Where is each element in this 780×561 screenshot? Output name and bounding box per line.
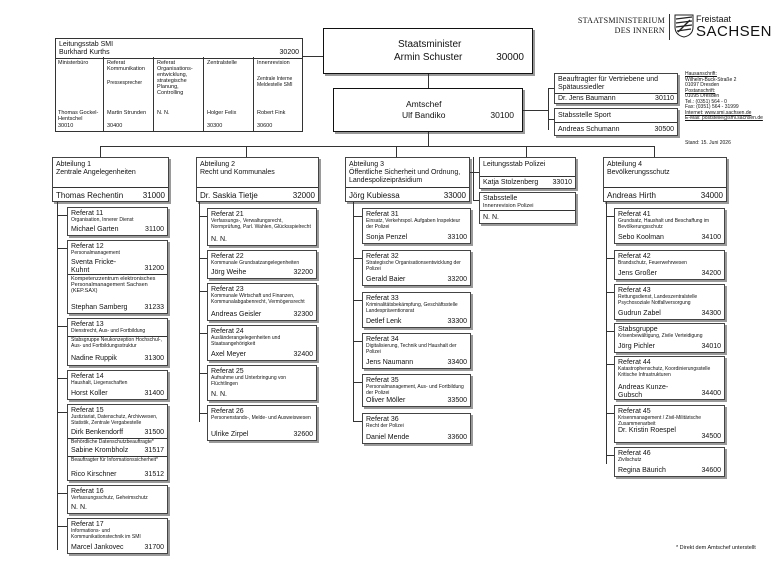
- referat-name: Ulrike Zirpel: [211, 431, 249, 438]
- referat-title: Referat 15: [71, 407, 104, 414]
- leitungsstab-code: 30200: [279, 49, 299, 56]
- referat-box: [67, 370, 168, 400]
- connector: [303, 56, 323, 57]
- connector: [57, 526, 67, 527]
- referat-box: [362, 333, 471, 369]
- connector: [199, 413, 207, 414]
- referat-box: [614, 447, 725, 477]
- beauftragter-code: 30110: [655, 95, 674, 102]
- connector: [199, 202, 200, 422]
- connector: [199, 333, 207, 334]
- referat-sub: Krisenbewältigung, Zivile Verteidigung: [618, 333, 703, 339]
- connector: [57, 493, 67, 494]
- connector: [548, 88, 549, 130]
- referat-box: [362, 250, 471, 286]
- referat-name: Gerald Baier: [366, 276, 406, 283]
- referat-box: [614, 323, 725, 353]
- referat-box: [207, 325, 317, 361]
- referat-title: Referat 26: [211, 408, 244, 415]
- connector: [396, 146, 397, 157]
- connector: [57, 248, 67, 249]
- abteilung-sub: Öffentliche Sicherheit und Ordnung, Landespolizeipräsidium: [349, 169, 461, 184]
- col-head: Zentralstelle: [207, 60, 237, 66]
- abteilung-title: Abteilung 4: [607, 161, 643, 168]
- referat-sub: Zivilschutz: [618, 457, 642, 463]
- connector: [199, 216, 207, 217]
- divider: [197, 187, 318, 188]
- status-date: Stand: 15. Juni 2026: [685, 140, 731, 146]
- referat-code: 34010: [701, 343, 721, 350]
- sir-sub: Innenrevision Polizei: [483, 203, 534, 209]
- saxony-coat-of-arms-icon: [674, 14, 694, 38]
- col-code: 30600: [257, 123, 273, 129]
- referat-sub: Personenstands-, Melde- und Ausweiswesen: [211, 415, 311, 421]
- beauftragter-name: Dr. Jens Baumann: [558, 95, 616, 102]
- referat-name: Dr. Kristin Roespel: [618, 427, 676, 434]
- connector: [246, 146, 247, 157]
- ministry-name: [570, 16, 665, 36]
- referat-sub: Aufnahme und Unterbringung von Flüchtlingen: [211, 375, 287, 387]
- referat-extra-sub: Behördliche Datenschutzbeauftragte*: [71, 439, 154, 445]
- referat-box: [67, 518, 168, 554]
- address-post-heading: Postanschrift:: [685, 87, 716, 94]
- divider: [68, 274, 167, 275]
- referat-box: [67, 485, 168, 514]
- address-block: [685, 72, 777, 122]
- address-internet[interactable]: Internet: www.smi.sachsen.de: [685, 109, 752, 116]
- abteilung-box: [52, 157, 169, 202]
- referat-sub: Kommunale Wirtschaft und Finanzen, Kommunalabgabenrecht, Vermögensrecht: [211, 293, 305, 305]
- referat-code: 34600: [701, 467, 721, 474]
- referat-code: 31400: [144, 390, 164, 397]
- divider: [53, 187, 168, 188]
- referat-code: 32400: [293, 351, 313, 358]
- col-name: Thomas Gockel-Hentschel: [58, 110, 99, 122]
- referat-title: Referat 11: [71, 210, 104, 217]
- address-city: 01097 Dresden: [685, 82, 720, 88]
- referat-box: [207, 365, 317, 401]
- col-sub: Pressesprecher: [107, 80, 143, 86]
- referat-sub: Dienstrecht, Aus- und Fortbildung: [71, 328, 146, 334]
- brand-divider: [669, 14, 670, 40]
- abteilung-name: Thomas Rechentin: [56, 191, 124, 200]
- brand-big: SACHSEN: [696, 23, 773, 40]
- referat-name: Dirk Benkendorff: [71, 429, 124, 436]
- referat-sub: Digitalisierung, Technik und Haushalt der Polizei: [366, 343, 457, 355]
- connector: [606, 216, 614, 217]
- referat-name: Sventa Fricke-Kuhnt: [71, 259, 117, 274]
- referat-name: Jens Naumann: [366, 359, 414, 366]
- connector: [199, 258, 207, 259]
- referat-code: 32600: [293, 431, 313, 438]
- referat-box: [207, 283, 317, 321]
- col-name: Martin Strunden: [107, 110, 147, 116]
- connector: [606, 202, 607, 464]
- abteilung-title: Abteilung 3: [349, 161, 385, 168]
- referat-name: Horst Koller: [71, 390, 108, 397]
- referat-name: Jörg Pichler: [618, 343, 655, 350]
- divider: [480, 176, 575, 177]
- referat-name: Gudrun Zabel: [618, 310, 661, 317]
- referat-code: 31100: [145, 226, 164, 233]
- minister-name: Armin Schuster: [394, 52, 463, 63]
- referat-box: [67, 207, 168, 236]
- leitungsstab-col: [55, 57, 104, 132]
- abteilung-box: [345, 157, 470, 202]
- connector: [606, 364, 614, 365]
- divider: [480, 210, 575, 211]
- referat-sub: Haushalt, Liegenschaften: [71, 380, 128, 386]
- connector: [57, 412, 67, 413]
- referat-name: Detlef Lenk: [366, 318, 402, 325]
- referat-code: 33100: [447, 234, 467, 241]
- connector: [353, 382, 362, 383]
- abteilung-title: Abteilung 2: [200, 161, 236, 168]
- address-post-city: 01095 Dresden: [685, 93, 720, 99]
- address-email[interactable]: E-Mail: poststelle@smi.sachsen.de: [685, 115, 763, 121]
- referat-title: Referat 31: [366, 211, 399, 218]
- leitungsstab-name: Burkhard Kurths: [59, 49, 110, 56]
- leitungsstab-col: [204, 57, 254, 132]
- ministry-line2: DES INNERN: [614, 26, 665, 35]
- connector: [353, 421, 362, 422]
- abteilung-box: [196, 157, 319, 202]
- leitungsstab-col: [254, 57, 303, 132]
- referat-title: Referat 45: [618, 408, 651, 415]
- abteilung-name: Dr. Saskia Tietje: [200, 191, 258, 200]
- address-fax: Fax: (0351) 564 - 31999: [685, 104, 739, 110]
- referat-extra-code: 31517: [144, 447, 164, 454]
- referat-sub: Informations- und Kommunikationstechnik im SMI: [71, 528, 141, 540]
- referat-name: Jörg Weihe: [211, 269, 247, 276]
- referat-extra-name: Stephan Samberg: [71, 304, 128, 311]
- referat-code: 31300: [144, 355, 164, 362]
- referat-box: [614, 284, 725, 320]
- connector: [353, 341, 362, 342]
- abteilung-sub: Recht und Kommunales: [200, 169, 275, 176]
- referat-name: Daniel Mende: [366, 434, 410, 441]
- col-head: Ministerbüro: [58, 60, 89, 66]
- connector: [100, 146, 654, 147]
- abteilung-sub: Bevölkerungsschutz: [607, 169, 670, 176]
- divider: [555, 93, 677, 94]
- sir-title: Stabsstelle: [483, 195, 518, 202]
- referat-name: Oliver Möller: [366, 397, 406, 404]
- col-head: Innenrevision: [257, 60, 290, 66]
- referat-title: Referat 36: [366, 416, 399, 423]
- ministry-line1: STAATSMINISTERIUM: [577, 16, 665, 25]
- referat-code: 32200: [293, 269, 313, 276]
- referat-sub: Rettungsdienst, Landeszentralstelle Psychosoziale Notfallversorgung: [618, 294, 698, 306]
- referat-name: Sebo Koolman: [618, 234, 664, 241]
- referat-name: Regina Bäurich: [618, 467, 666, 474]
- connector: [353, 216, 362, 217]
- connector: [199, 373, 207, 374]
- referat-code: 34200: [701, 270, 721, 277]
- referat-code: 31200: [144, 265, 164, 272]
- amtschef-name: Ulf Bandiko: [402, 110, 446, 120]
- col-code: 30400: [107, 123, 123, 129]
- connector: [606, 292, 614, 293]
- referat-title: Referat 43: [618, 287, 651, 294]
- referat-box: [362, 413, 471, 444]
- leitungsstab-polizei-box: [479, 157, 576, 189]
- referat-extra-name: Rico Kirschner: [71, 471, 117, 478]
- referat-code: 33500: [447, 397, 467, 404]
- referat-code: 33400: [447, 359, 467, 366]
- referat-sub: Justiziariat, Datenschutz, Archivwesen, Statistik, Zentrale Vergabestelle: [71, 414, 158, 426]
- connector: [199, 291, 207, 292]
- brand: [696, 14, 776, 40]
- sport-code: 30500: [654, 126, 674, 133]
- referat-box: [67, 404, 168, 481]
- col-code: 30010: [58, 123, 74, 129]
- amtschef-title: Amtschef: [406, 99, 442, 109]
- divider: [604, 187, 726, 188]
- amtschef-box: [333, 88, 523, 132]
- minister-code: 30000: [496, 52, 524, 63]
- connector: [353, 258, 362, 259]
- referat-extra-sub: Kompetenzzentrum elektronisches Personalmanagement Sachsen (KEP.SAX): [71, 276, 156, 294]
- referat-sub: Katastrophenschutz, Koordinierungsstelle Kritische Infrastrukturen: [618, 366, 711, 378]
- referat-name: Michael Garten: [71, 226, 119, 233]
- referat-sub: Einsatz, Verkehrspol. Aufgaben Inspekteur der Polizei: [366, 218, 461, 230]
- abteilung-box: [603, 157, 727, 202]
- referat-name: Jens Großer: [618, 270, 657, 277]
- connector: [57, 378, 67, 379]
- referat-sub: Verfassungs-, Verwaltungsrecht, Normprüfung, Parl. Wahlen, Glücksspielrecht: [211, 218, 311, 230]
- beauftragter-title: Beauftragter für Vertriebene und Spätaussiedler: [558, 76, 659, 91]
- referat-sub: Personalmanagement: [71, 250, 120, 256]
- connector: [606, 258, 614, 259]
- col-name: Holger Felix: [207, 110, 237, 116]
- referat-code: 31500: [144, 429, 164, 436]
- connector: [606, 331, 614, 332]
- address-heading: Hausanschrift:: [685, 71, 717, 77]
- referat-sub: Recht der Polizei: [366, 423, 404, 429]
- col-head: Referat Kommunikation: [107, 60, 145, 72]
- referat-box: [362, 374, 471, 407]
- referat-sub: Brandschutz, Feuerwehrwesen: [618, 260, 687, 266]
- referat-sub: Kriminalitätsbekämpfung, Geschäftsstelle Landespräventionsrat: [366, 302, 458, 314]
- abteilung-name: Jörg Kubiessa: [349, 191, 400, 200]
- referat-name: Nadine Ruppik: [71, 355, 117, 362]
- connector: [428, 132, 429, 146]
- lsp-code: 33010: [552, 179, 572, 186]
- referat-title: Referat 14: [71, 373, 104, 380]
- connector: [353, 300, 362, 301]
- referat-code: 34500: [701, 433, 721, 440]
- col-name: Robert Fink: [257, 110, 286, 116]
- lsp-name: Katja Stolzenberg: [483, 179, 539, 186]
- stabsstelle-sport-box: [554, 108, 678, 136]
- sport-name: Andreas Schumann: [558, 126, 620, 133]
- referat-code: 34100: [701, 234, 721, 241]
- referat-extra-name: Sabine Krombholz: [71, 447, 129, 454]
- referat-title: Referat 13: [71, 321, 104, 328]
- referat-title: Referat 32: [366, 253, 399, 260]
- abteilung-name: Andreas Hirth: [607, 191, 656, 200]
- referat-extra-code: 31512: [144, 471, 164, 478]
- referat-code: 31700: [144, 544, 164, 551]
- referat-name: Sonja Penzel: [366, 234, 408, 241]
- connector: [470, 172, 479, 173]
- referat-sub: Strategische Organisationsentwicklung der Polizei: [366, 260, 461, 272]
- connector: [428, 74, 429, 88]
- col-head: Referat Organisations-entwicklung, strategische Planung, Controlling: [157, 60, 193, 96]
- referat-title: Referat 35: [366, 377, 399, 384]
- leitungsstab-title: Leitungsstab SMI: [59, 41, 114, 48]
- lsp-title: Leitungsstab Polizei: [483, 161, 546, 168]
- divider: [346, 187, 469, 188]
- referat-code: 32300: [293, 311, 313, 318]
- referat-title: Referat 34: [366, 336, 399, 343]
- amtschef-code: 30100: [490, 110, 514, 120]
- referat-title: Referat 46: [618, 450, 651, 457]
- connector: [526, 146, 527, 157]
- referat-title: Referat 44: [618, 359, 651, 366]
- referat-name: Andreas Kunze-Gubsch: [618, 384, 669, 399]
- col-sub: Zentrale Interne Meldestelle SMI: [257, 76, 293, 88]
- referat-box: [207, 250, 317, 279]
- referat-sub: Organisation, Innerer Dienst: [71, 217, 134, 223]
- referat-box: [362, 292, 471, 328]
- referat-title: Referat 17: [71, 521, 104, 528]
- referat-box: [67, 318, 168, 366]
- referat-code: 33600: [447, 434, 467, 441]
- footnote: * Direkt dem Amtschef unterstellt: [676, 545, 756, 551]
- stabsstelle-innenrevision-box: [479, 192, 576, 224]
- col-code: 30300: [207, 123, 223, 129]
- referat-name: N. N.: [71, 504, 87, 511]
- referat-sub: Personalmanagement, Aus- und Fortbildung der Polizei: [366, 384, 464, 396]
- referat-name: N. N.: [211, 391, 227, 398]
- connector: [473, 157, 474, 201]
- referat-title: Referat 16: [71, 488, 104, 495]
- referat-extra-sub: Beauftragter für Informationssicherheit*: [71, 457, 158, 463]
- referat-box: [614, 356, 725, 400]
- referat-box: [207, 405, 317, 441]
- address-street: Wilhelm-Buck-Straße 2: [685, 76, 737, 83]
- connector: [523, 110, 548, 111]
- referat-sub: Kommunale Grundsatzangelegenheiten: [211, 260, 300, 266]
- referat-title: Referat 25: [211, 368, 244, 375]
- address-tel: Tel.: (0351) 564 - 0: [685, 98, 727, 105]
- abteilung-title: Abteilung 1: [56, 161, 92, 168]
- referat-title: Referat 23: [211, 286, 244, 293]
- referat-name: Andreas Geisler: [211, 311, 262, 318]
- leitungsstab-col: [154, 57, 204, 132]
- referat-title: Referat 33: [366, 295, 399, 302]
- connector: [57, 215, 67, 216]
- connector: [353, 202, 354, 422]
- connector: [57, 326, 67, 327]
- referat-extra-code: 31233: [144, 304, 164, 311]
- divider: [555, 122, 677, 123]
- referat-box: [614, 405, 725, 443]
- referat-title: Referat 24: [211, 328, 244, 335]
- referat-box: [614, 250, 725, 280]
- referat-name: N. N.: [211, 236, 227, 243]
- referat-box: [614, 208, 725, 244]
- referat-box: [362, 208, 471, 244]
- abteilung-code: 34000: [700, 191, 723, 200]
- abteilung-code: 31000: [142, 191, 165, 200]
- referat-name: Marcel Jankovec: [71, 544, 124, 551]
- abteilung-sub: Zentrale Angelegenheiten: [56, 169, 136, 176]
- referat-title: Referat 21: [211, 211, 244, 218]
- referat-code: 34400: [701, 390, 721, 397]
- referat-code: 33200: [447, 276, 467, 283]
- referat-title: Referat 12: [71, 243, 104, 250]
- sir-name: N. N.: [483, 214, 499, 221]
- referat-name: Axel Meyer: [211, 351, 247, 358]
- referat-sub: Grundsatz, Haushalt und Beschaffung im Bevölkerungsschutz: [618, 218, 710, 230]
- connector: [606, 455, 614, 456]
- referat-sub: Ausländerangelegenheiten und Staatsangehörigkeit: [211, 335, 281, 347]
- minister-title: Staatsminister: [398, 39, 462, 50]
- referat-code: 34300: [701, 310, 721, 317]
- referat-code: 33300: [447, 318, 467, 325]
- connector: [654, 146, 655, 157]
- abteilung-code: 32000: [292, 191, 315, 200]
- referat-box: [207, 208, 317, 246]
- minister-box: [323, 28, 533, 74]
- referat-title: Referat 42: [618, 253, 651, 260]
- beauftragter-box: [554, 73, 678, 104]
- abteilung-code: 33000: [443, 191, 466, 200]
- referat-extra-sub: Stabsgruppe Neukonzeption Hochschul-, Aus- und Fortbildungsstruktur: [71, 337, 162, 349]
- col-name: N. N.: [157, 110, 170, 116]
- referat-box: [67, 240, 168, 314]
- connector: [100, 146, 101, 157]
- brand-small: Freistaat: [696, 14, 732, 24]
- sport-title: Stabsstelle Sport: [558, 112, 611, 119]
- referat-title: Referat 41: [618, 211, 651, 218]
- referat-title: Stabsgruppe: [618, 326, 658, 333]
- referat-title: Referat 22: [211, 253, 244, 260]
- leitungsstab-col: [104, 57, 154, 132]
- referat-sub: Verfassungsschutz, Geheimschutz: [71, 495, 148, 501]
- connector: [606, 413, 614, 414]
- connector: [57, 202, 58, 550]
- referat-sub: Krisenmanagement / Zivil-Militärische Zusammenarbeit: [618, 415, 702, 427]
